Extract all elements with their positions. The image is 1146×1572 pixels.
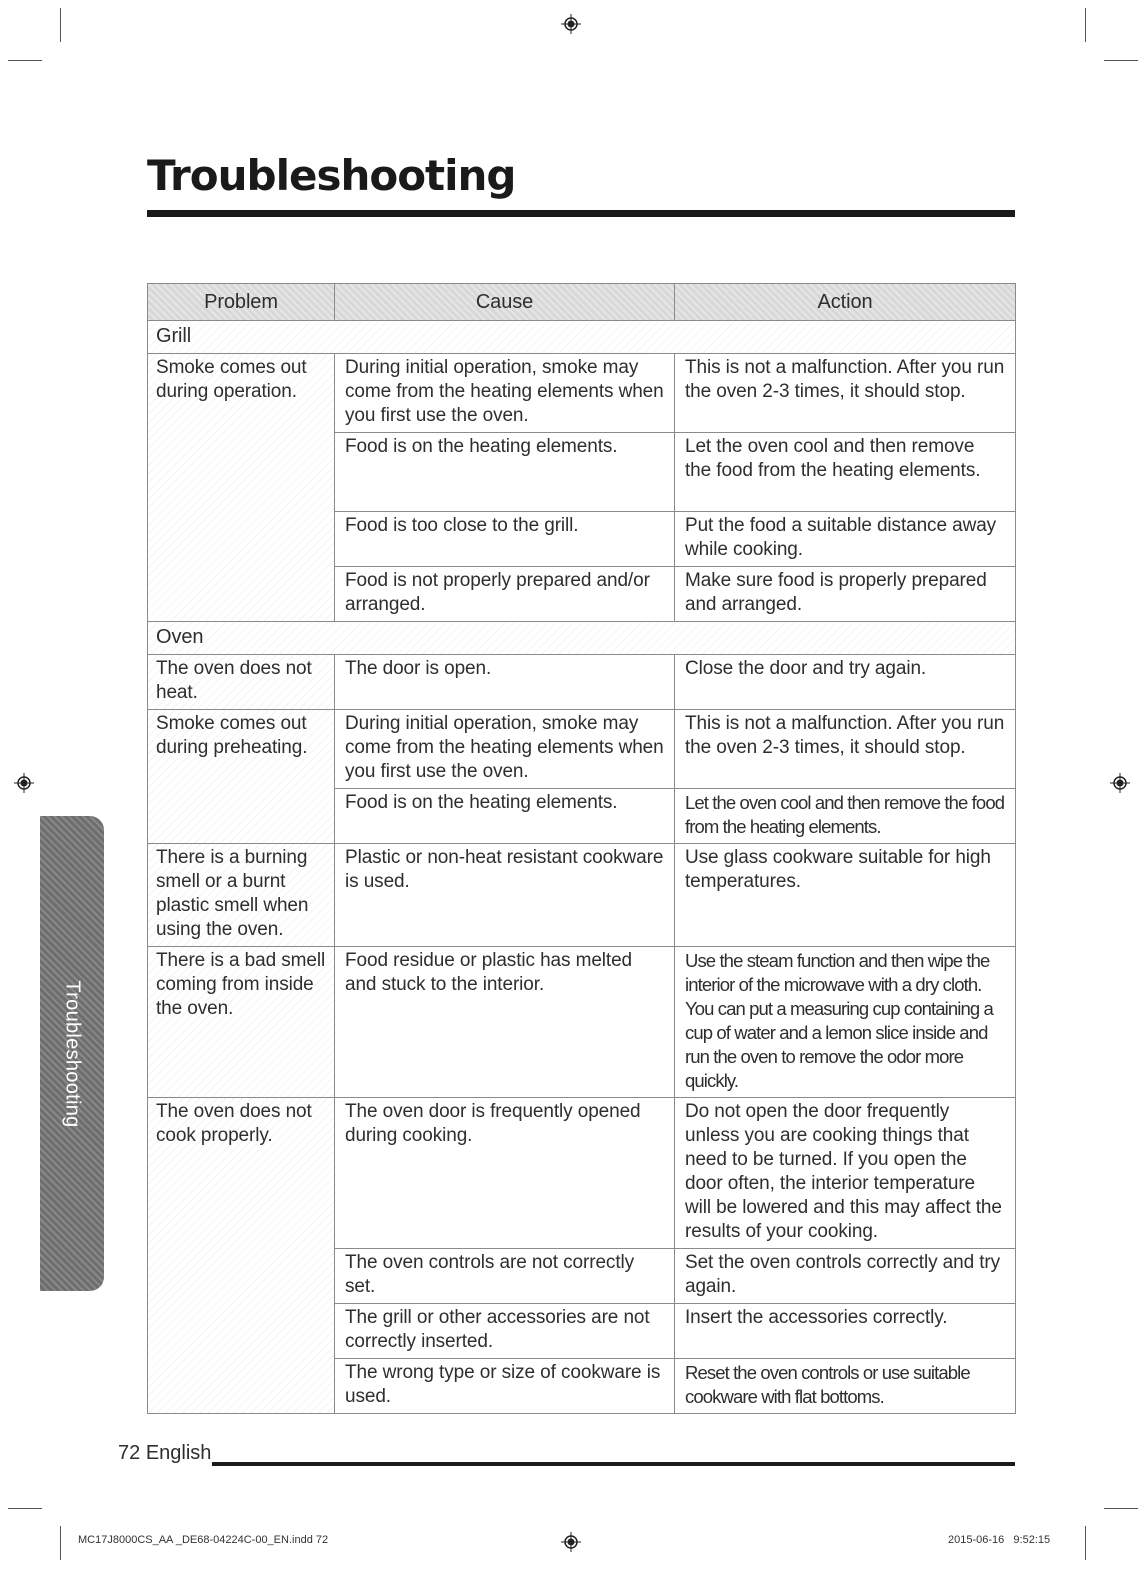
problem-cell: The oven does not heat. [148, 655, 335, 710]
section-row-oven [148, 622, 1016, 655]
side-tab [40, 816, 104, 1291]
page-language: English [145, 1442, 212, 1464]
registration-mark-icon [14, 773, 34, 793]
action-cell: Do not open the door frequently unless you are cooking things that need to be turned. If you open the door often, the interior temperature will be lowered and this may affect the results of your cooking. [675, 1098, 1016, 1249]
table-row [148, 1098, 1016, 1249]
print-slug-timestamp: 2015-06-16 9:52:15 [948, 1534, 1051, 1546]
table-header-row [148, 284, 1016, 321]
action-cell: Set the oven controls correctly and try again. [675, 1249, 1016, 1304]
crop-mark [1104, 60, 1138, 61]
action-cell: Reset the oven controls or use suitable cookware with flat bottoms. [675, 1359, 1016, 1414]
column-header-action: Action [675, 284, 1016, 321]
table-row [148, 844, 1016, 947]
table-row [148, 947, 1016, 1098]
cause-cell: Food is on the heating elements. [335, 433, 675, 512]
action-cell: This is not a malfunction. After you run the oven 2-3 times, it should stop. [675, 710, 1016, 789]
crop-mark [60, 1526, 61, 1560]
problem-cell: Smoke comes out during preheating. [148, 710, 335, 844]
table-row [148, 354, 1016, 433]
page-title: Troubleshooting [147, 151, 516, 200]
registration-mark-icon [561, 1532, 581, 1552]
cause-cell: Plastic or non-heat resistant cookware is used. [335, 844, 675, 947]
cause-cell: The grill or other accessories are not correctly inserted. [335, 1304, 675, 1359]
print-slug-file: MC17J8000CS_AA _DE68-04224C-00_EN.indd 72 [78, 1534, 329, 1546]
action-cell: Put the food a suitable distance away while cooking. [675, 512, 1016, 567]
page-footer [118, 1442, 211, 1465]
action-cell: Use glass cookware suitable for high temperatures. [675, 844, 1016, 947]
problem-cell: Smoke comes out during operation. [148, 354, 335, 622]
action-cell: Insert the accessories correctly. [675, 1304, 1016, 1359]
cause-cell: The door is open. [335, 655, 675, 710]
cause-cell: Food is too close to the grill. [335, 512, 675, 567]
cause-cell: During initial operation, smoke may come from the heating elements when you first use the oven. [335, 354, 675, 433]
cause-cell: The oven door is frequently opened during cooking. [335, 1098, 675, 1249]
cause-cell: The wrong type or size of cookware is used. [335, 1359, 675, 1414]
problem-cell: There is a bad smell coming from inside the oven. [148, 947, 335, 1098]
crop-mark [1085, 8, 1086, 42]
cause-cell: Food is on the heating elements. [335, 789, 675, 844]
registration-mark-icon [1110, 773, 1130, 793]
section-label: Grill [148, 321, 1016, 354]
section-row-grill [148, 321, 1016, 354]
crop-mark [8, 1508, 42, 1509]
registration-mark-icon [561, 14, 581, 34]
column-header-problem: Problem [148, 284, 335, 321]
problem-cell: The oven does not cook properly. [148, 1098, 335, 1414]
action-cell: Let the oven cool and then remove the food from the heating elements. [675, 433, 1016, 512]
cause-cell: During initial operation, smoke may come from the heating elements when you first use the oven. [335, 710, 675, 789]
action-cell: Make sure food is properly prepared and arranged. [675, 567, 1016, 622]
cause-cell: The oven controls are not correctly set. [335, 1249, 675, 1304]
action-cell: Use the steam function and then wipe the interior of the microwave with a dry cloth. You can put a measuring cup containing a cup of water and a lemon slice inside and run the oven to remove the odor more quickly. [675, 947, 1016, 1098]
side-tab-label: Troubleshooting [61, 979, 84, 1128]
troubleshooting-table [147, 283, 1016, 1414]
crop-mark [1085, 1526, 1086, 1560]
action-cell: Close the door and try again. [675, 655, 1016, 710]
crop-mark [1104, 1508, 1138, 1509]
column-header-cause: Cause [335, 284, 675, 321]
table-row [148, 710, 1016, 789]
troubleshooting-table-container [147, 283, 1015, 1414]
action-cell: This is not a malfunction. After you run the oven 2-3 times, it should stop. [675, 354, 1016, 433]
problem-cell: There is a burning smell or a burnt plastic smell when using the oven. [148, 844, 335, 947]
crop-mark [60, 8, 61, 42]
cause-cell: Food residue or plastic has melted and stuck to the interior. [335, 947, 675, 1098]
section-label: Oven [148, 622, 1016, 655]
table-row [148, 655, 1016, 710]
action-cell: Let the oven cool and then remove the food from the heating elements. [675, 789, 1016, 844]
crop-mark [8, 60, 42, 61]
cause-cell: Food is not properly prepared and/or arranged. [335, 567, 675, 622]
title-rule [147, 210, 1015, 217]
footer-rule [212, 1462, 1015, 1466]
page-number: 72 [118, 1442, 141, 1464]
